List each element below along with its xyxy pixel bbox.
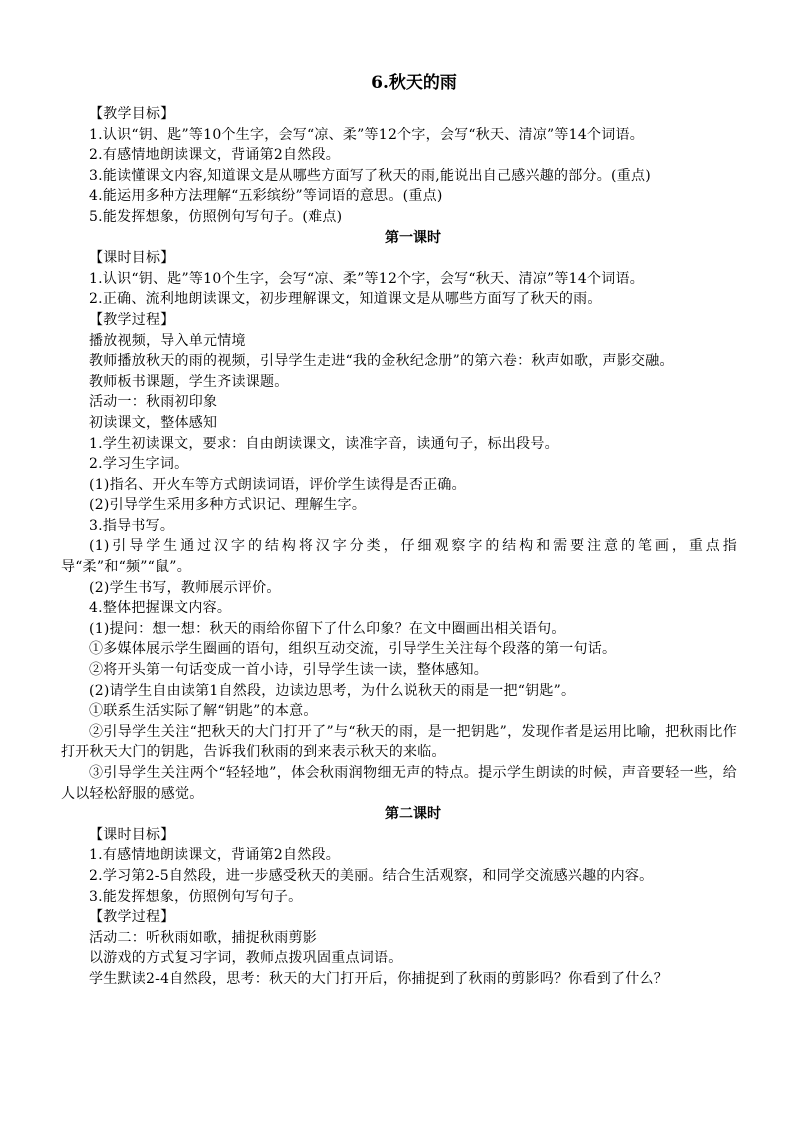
paragraph-line: 【教学过程】: [89, 311, 175, 328]
paragraph-line: 2.学习生字词。: [89, 456, 189, 473]
paragraph-line: (2)学生书写，教师展示评价。: [89, 579, 281, 596]
paragraph-line: 播放视频，导入单元情境: [89, 332, 246, 349]
section-heading: 第一课时: [385, 229, 441, 246]
paragraph: ②引导学生关注“把秋天的大门打开了”与“秋天的雨，是一把钥匙”，发现作者是运用比喻，把秋雨比作打开秋天大门的钥匙，告诉我们秋雨的到来表示秋天的来临。: [61, 723, 737, 761]
document-body: [61, 104, 737, 990]
document-title: 6.秋天的雨: [371, 73, 457, 93]
paragraph-line: 3.能读懂课文内容,知道课文是从哪些方面写了秋天的雨,能说出自己感兴趣的部分。(重点): [89, 167, 651, 184]
paragraph-line: 4.整体把握课文内容。: [89, 600, 232, 617]
paragraph-line: 5.能发挥想象，仿照例句写句子。(难点): [89, 208, 343, 225]
paragraph-line: (1)指名、开火车等方式朗读词语，评价学生读得是否正确。: [89, 476, 466, 493]
paragraph-line: 活动二：听秋雨如歌，捕捉秋雨剪影: [89, 929, 317, 946]
paragraph-line: 2.正确、流利地朗读课文，初步理解课文，知道课文是从哪些方面写了秋天的雨。: [89, 291, 602, 308]
paragraph-line: 【课时目标】: [89, 250, 175, 267]
paragraph-line: ①联系生活实际了解“钥匙”的本意。: [89, 703, 318, 720]
paragraph-line: 3.指导书写。: [89, 517, 175, 534]
paragraph: 1.认识“钥、匙”等10个生字，会写“凉、柔”等12个字，会写“秋天、清凉”等14个词语。: [89, 126, 644, 143]
paragraph-line: 【教学目标】: [89, 106, 175, 122]
paragraph-line: ①多媒体展示学生圈画的语句，组织互动交流，引导学生关注每个段落的第一句话。: [89, 641, 617, 658]
paragraph-line: (1)提问：想一想：秋天的雨给你留下了什么印象？在文中圈画出相关语句。: [89, 620, 566, 637]
paragraph-line: 2.有感情地朗读课文，背诵第2自然段。: [89, 147, 341, 164]
paragraph-line: 初读课文，整体感知: [89, 414, 218, 431]
paragraph-line: 学生默读2-4自然段，思考：秋天的大门打开后，你捕捉到了秋雨的剪影吗？你看到了什么？: [89, 970, 669, 987]
paragraph: 1.认识“钥、匙”等10个生字，会写“凉、柔”等12个字，会写“秋天、清凉”等14个词语。: [89, 270, 644, 287]
paragraph-line: 以游戏的方式复习字词，教师点拨巩固重点词语。: [89, 950, 403, 967]
paragraph-line: 2.学习第2-5自然段，进一步感受秋天的美丽。结合生活观察，和同学交流感兴趣的内容。: [89, 867, 654, 884]
paragraph-line: 1.有感情地朗读课文，背诵第2自然段。: [89, 847, 341, 864]
paragraph: 教师播放秋天的雨的视频，引导学生走进“我的金秋纪念册”的第六卷：秋声如歌，声影交融。: [89, 353, 674, 370]
paragraph: ③引导学生关注两个“轻轻地”，体会秋雨润物细无声的特点。提示学生朗读的时候，声音要轻一些，给人以轻松舒服的感觉。: [61, 765, 737, 802]
paragraph-line: 教师板书课题，学生齐读课题。: [89, 373, 289, 390]
paragraph-line: 3.能发挥想象，仿照例句写句子。: [89, 888, 303, 905]
paragraph-line: 【课时目标】: [89, 826, 175, 843]
paragraph-line: 1.学生初读课文，要求：自由朗读课文，读准字音，读通句子，标出段号。: [89, 435, 559, 452]
paragraph-line: (2)请学生自由读第1自然段，边读边思考，为什么说秋天的雨是一把“钥匙”。: [89, 682, 576, 699]
paragraph-line: ②将开头第一句话变成一首小诗，引导学生读一读，整体感知。: [89, 662, 488, 679]
paragraph-line: 【教学过程】: [89, 909, 175, 926]
paragraph-line: (2)引导学生采用多种方式识记、理解生字。: [89, 497, 367, 514]
section-heading: 第二课时: [385, 806, 441, 823]
paragraph: (1)引导学生通过汉字的结构将汉字分类，仔细观察字的结构和需要注意的笔画，重点指导“柔”和“频”“鼠”。: [61, 538, 737, 576]
paragraph-line: 活动一：秋雨初印象: [89, 394, 218, 411]
paragraph-line: 4.能运用多种方法理解“五彩缤纷”等词语的意思。(重点): [89, 188, 443, 205]
document-page: [61, 72, 737, 990]
